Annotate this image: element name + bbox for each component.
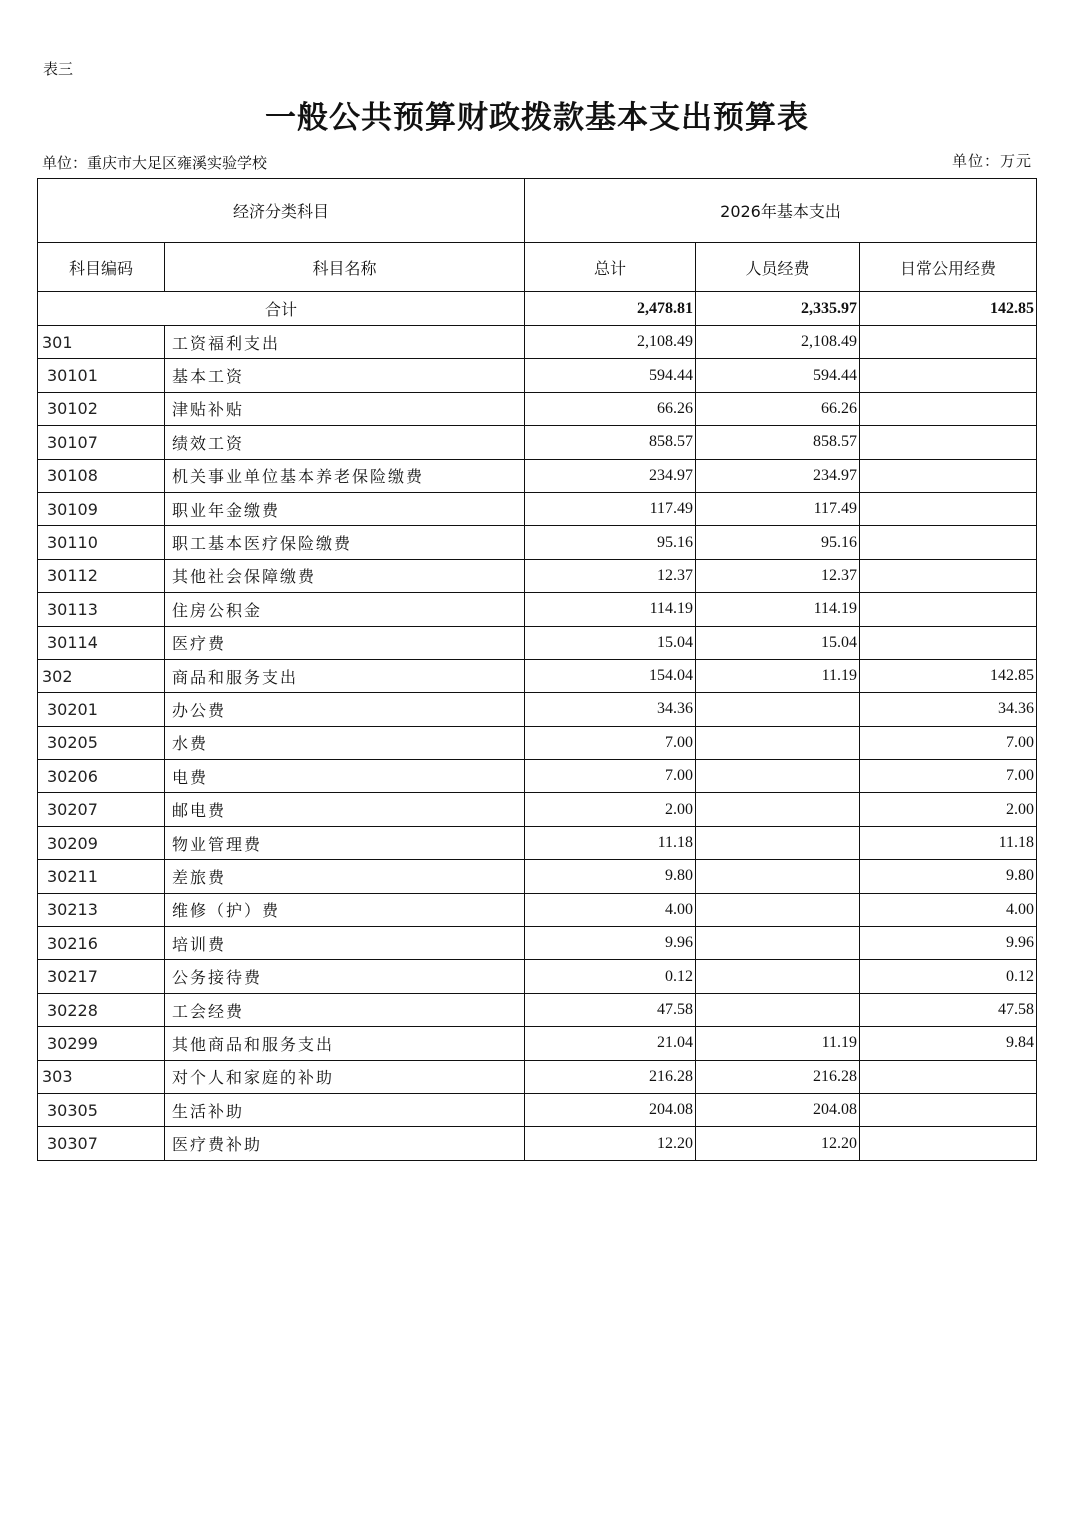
row-total: 12.37 — [525, 559, 696, 592]
row-name: 工资福利支出 — [165, 326, 525, 359]
table-row — [38, 826, 1037, 859]
row-personnel — [696, 760, 860, 793]
table-row — [38, 392, 1037, 425]
row-total: 12.20 — [525, 1127, 696, 1160]
row-personnel: 12.20 — [696, 1127, 860, 1160]
row-total: 204.08 — [525, 1093, 696, 1126]
row-name: 机关事业单位基本养老保险缴费 — [165, 459, 525, 492]
table-row — [38, 760, 1037, 793]
table-row — [38, 993, 1037, 1026]
row-personnel: 11.19 — [696, 1027, 860, 1060]
row-total: 9.96 — [525, 927, 696, 960]
row-total: 2.00 — [525, 793, 696, 826]
row-name: 津贴补贴 — [165, 392, 525, 425]
row-name: 生活补助 — [165, 1093, 525, 1126]
row-personnel: 858.57 — [696, 426, 860, 459]
row-personnel — [696, 960, 860, 993]
row-code: 302 — [38, 659, 165, 692]
row-personnel: 2,108.49 — [696, 326, 860, 359]
row-public — [860, 593, 1037, 626]
row-personnel — [696, 927, 860, 960]
row-personnel: 95.16 — [696, 526, 860, 559]
table-row — [38, 359, 1037, 392]
row-code: 30102 — [38, 392, 165, 425]
row-total: 234.97 — [525, 459, 696, 492]
row-personnel — [696, 860, 860, 893]
row-total: 34.36 — [525, 693, 696, 726]
header-code: 科目编码 — [38, 243, 165, 292]
row-name: 其他商品和服务支出 — [165, 1027, 525, 1060]
unit-currency: 单位：万元 — [951, 152, 1032, 170]
row-public — [860, 492, 1037, 525]
row-code: 30206 — [38, 760, 165, 793]
page-title: 一般公共预算财政拨款基本支出预算表 — [265, 100, 809, 136]
row-personnel — [696, 826, 860, 859]
row-personnel: 12.37 — [696, 559, 860, 592]
row-name: 物业管理费 — [165, 826, 525, 859]
row-name: 培训费 — [165, 927, 525, 960]
budget-table — [37, 178, 1037, 1161]
header-basic-expenditure: 2026年基本支出 — [525, 179, 1037, 243]
row-code: 30213 — [38, 893, 165, 926]
row-name: 其他社会保障缴费 — [165, 559, 525, 592]
row-personnel: 204.08 — [696, 1093, 860, 1126]
row-public — [860, 1093, 1037, 1126]
header-row-group — [38, 179, 1037, 243]
row-personnel: 11.19 — [696, 659, 860, 692]
row-name: 差旅费 — [165, 860, 525, 893]
row-name: 对个人和家庭的补助 — [165, 1060, 525, 1093]
row-public: 2.00 — [860, 793, 1037, 826]
row-personnel — [696, 893, 860, 926]
total-amount: 2,478.81 — [525, 292, 696, 326]
row-personnel — [696, 793, 860, 826]
total-label: 合计 — [38, 292, 525, 326]
table-row — [38, 426, 1037, 459]
row-code: 30107 — [38, 426, 165, 459]
row-name: 办公费 — [165, 693, 525, 726]
row-public — [860, 626, 1037, 659]
table-row — [38, 860, 1037, 893]
row-code: 30101 — [38, 359, 165, 392]
row-public: 7.00 — [860, 726, 1037, 759]
row-name: 基本工资 — [165, 359, 525, 392]
row-code: 30217 — [38, 960, 165, 993]
table-row — [38, 960, 1037, 993]
row-personnel — [696, 993, 860, 1026]
row-code: 30299 — [38, 1027, 165, 1060]
table-row — [38, 693, 1037, 726]
header-total: 总计 — [525, 243, 696, 292]
row-code: 30113 — [38, 593, 165, 626]
row-total: 2,108.49 — [525, 326, 696, 359]
row-total: 4.00 — [525, 893, 696, 926]
row-total: 7.00 — [525, 760, 696, 793]
row-total: 47.58 — [525, 993, 696, 1026]
table-row — [38, 593, 1037, 626]
row-code: 30211 — [38, 860, 165, 893]
row-total: 594.44 — [525, 359, 696, 392]
unit-organization: 单位：重庆市大足区雍溪实验学校 — [42, 154, 268, 172]
row-personnel: 114.19 — [696, 593, 860, 626]
row-public: 9.84 — [860, 1027, 1037, 1060]
row-total: 15.04 — [525, 626, 696, 659]
row-public: 47.58 — [860, 993, 1037, 1026]
row-personnel: 594.44 — [696, 359, 860, 392]
row-public: 9.96 — [860, 927, 1037, 960]
table-row — [38, 1027, 1037, 1060]
table-row — [38, 1093, 1037, 1126]
row-name: 住房公积金 — [165, 593, 525, 626]
row-total: 9.80 — [525, 860, 696, 893]
row-public — [860, 459, 1037, 492]
row-code: 30307 — [38, 1127, 165, 1160]
row-total: 0.12 — [525, 960, 696, 993]
row-code: 30216 — [38, 927, 165, 960]
row-public — [860, 326, 1037, 359]
header-public: 日常公用经费 — [860, 243, 1037, 292]
row-code: 30110 — [38, 526, 165, 559]
row-public — [860, 1060, 1037, 1093]
table-row — [38, 1060, 1037, 1093]
total-personnel: 2,335.97 — [696, 292, 860, 326]
row-name: 公务接待费 — [165, 960, 525, 993]
row-public: 142.85 — [860, 659, 1037, 692]
row-name: 电费 — [165, 760, 525, 793]
row-total: 11.18 — [525, 826, 696, 859]
row-personnel: 117.49 — [696, 492, 860, 525]
table-row — [38, 459, 1037, 492]
row-code: 30114 — [38, 626, 165, 659]
total-public: 142.85 — [860, 292, 1037, 326]
row-public: 11.18 — [860, 826, 1037, 859]
row-public — [860, 1127, 1037, 1160]
row-name: 职工基本医疗保险缴费 — [165, 526, 525, 559]
row-name: 商品和服务支出 — [165, 659, 525, 692]
row-personnel: 216.28 — [696, 1060, 860, 1093]
row-personnel: 66.26 — [696, 392, 860, 425]
header-personnel: 人员经费 — [696, 243, 860, 292]
table-row — [38, 893, 1037, 926]
table-number: 表三 — [43, 60, 74, 78]
row-code: 301 — [38, 326, 165, 359]
table-row — [38, 526, 1037, 559]
row-personnel: 234.97 — [696, 459, 860, 492]
row-code: 30109 — [38, 492, 165, 525]
row-name: 医疗费补助 — [165, 1127, 525, 1160]
header-row-columns — [38, 243, 1037, 292]
row-public — [860, 526, 1037, 559]
row-total: 95.16 — [525, 526, 696, 559]
row-code: 30205 — [38, 726, 165, 759]
row-code: 30305 — [38, 1093, 165, 1126]
table-row — [38, 559, 1037, 592]
row-public: 0.12 — [860, 960, 1037, 993]
table-row — [38, 492, 1037, 525]
row-total: 858.57 — [525, 426, 696, 459]
row-public — [860, 392, 1037, 425]
row-code: 303 — [38, 1060, 165, 1093]
row-name: 职业年金缴费 — [165, 492, 525, 525]
header-economic-classification: 经济分类科目 — [38, 179, 525, 243]
row-personnel — [696, 693, 860, 726]
row-total: 21.04 — [525, 1027, 696, 1060]
row-public: 34.36 — [860, 693, 1037, 726]
table-row — [38, 793, 1037, 826]
row-total: 154.04 — [525, 659, 696, 692]
row-public: 4.00 — [860, 893, 1037, 926]
header-name: 科目名称 — [165, 243, 525, 292]
row-name: 水费 — [165, 726, 525, 759]
row-personnel: 15.04 — [696, 626, 860, 659]
row-public — [860, 559, 1037, 592]
row-code: 30112 — [38, 559, 165, 592]
row-code: 30201 — [38, 693, 165, 726]
row-public: 9.80 — [860, 860, 1037, 893]
row-total: 117.49 — [525, 492, 696, 525]
row-code: 30108 — [38, 459, 165, 492]
row-name: 工会经费 — [165, 993, 525, 1026]
row-name: 维修（护）费 — [165, 893, 525, 926]
table-row — [38, 659, 1037, 692]
row-code: 30228 — [38, 993, 165, 1026]
table-row — [38, 1127, 1037, 1160]
row-name: 医疗费 — [165, 626, 525, 659]
row-public: 7.00 — [860, 760, 1037, 793]
row-public — [860, 426, 1037, 459]
row-name: 邮电费 — [165, 793, 525, 826]
table-row — [38, 726, 1037, 759]
row-total: 66.26 — [525, 392, 696, 425]
total-row — [38, 292, 1037, 326]
row-public — [860, 359, 1037, 392]
table-row — [38, 927, 1037, 960]
row-code: 30207 — [38, 793, 165, 826]
row-total: 114.19 — [525, 593, 696, 626]
row-name: 绩效工资 — [165, 426, 525, 459]
row-personnel — [696, 726, 860, 759]
table-row — [38, 326, 1037, 359]
row-code: 30209 — [38, 826, 165, 859]
row-total: 216.28 — [525, 1060, 696, 1093]
row-total: 7.00 — [525, 726, 696, 759]
table-row — [38, 626, 1037, 659]
